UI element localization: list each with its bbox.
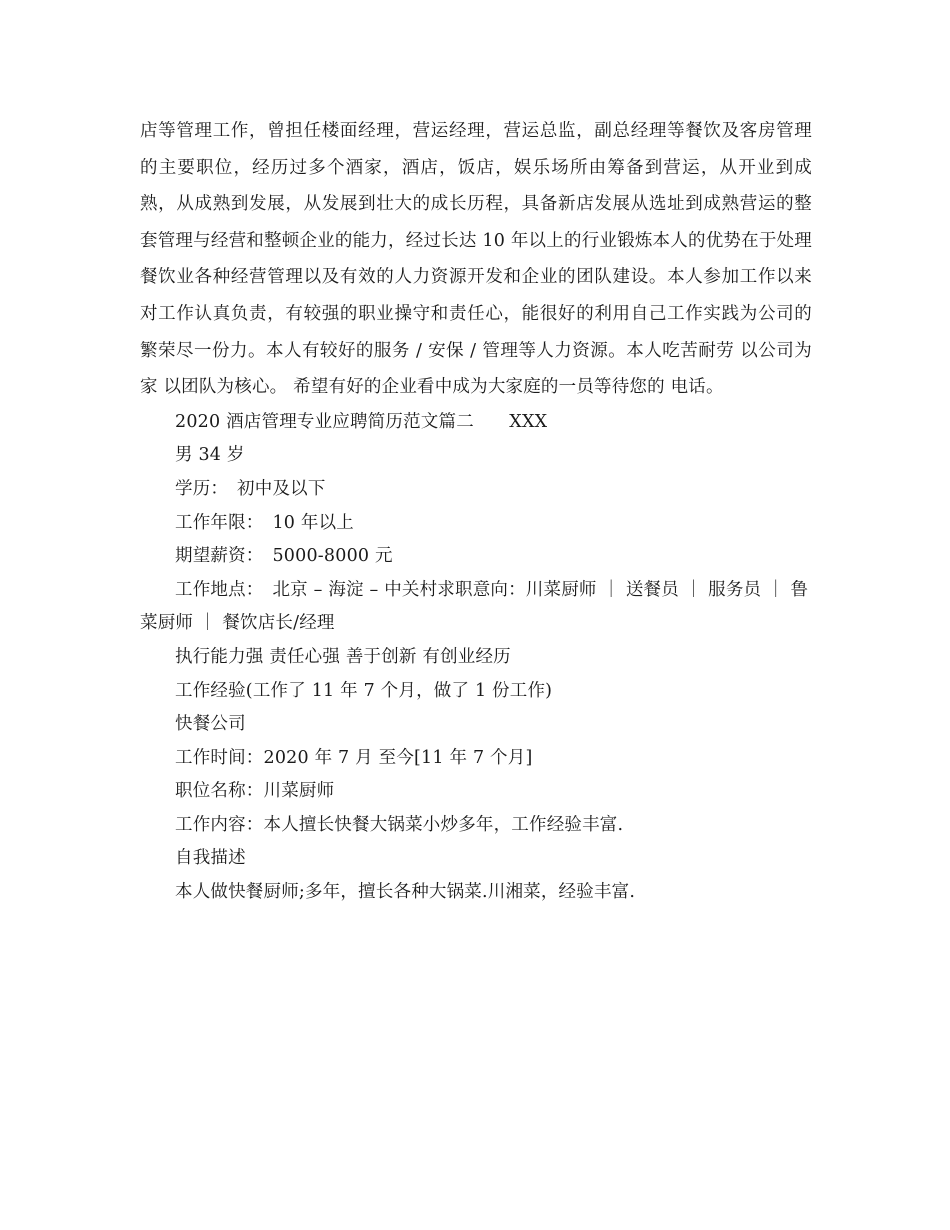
resume-title-line: 2020 酒店管理专业应聘简历范文篇二 XXX	[175, 411, 548, 432]
education-line: 学历： 初中及以下	[175, 478, 326, 499]
work-time-line: 工作时间：2020 年 7 月 至今[11 年 7 个月]	[175, 747, 533, 768]
work-experience-line: 工作经验(工作了 11 年 7 个月，做了 1 份工作)	[175, 680, 553, 701]
position-line: 职位名称：川菜厨师	[175, 781, 335, 802]
self-description-text: 本人做快餐厨师;多年，擅长各种大锅菜.川湘菜，经验丰富.	[175, 882, 636, 903]
location-intention-line: 工作地点： 北京 – 海淀 – 中关村求职意向：川菜厨师 ｜ 送餐员 ｜ 服务员 ｜ 鲁菜厨师 ｜ 餐饮店长/经理	[140, 579, 809, 634]
resume-lines	[140, 406, 812, 910]
expected-salary-line: 期望薪资： 5000-8000 元	[175, 546, 393, 567]
gender-age-line: 男 34 岁	[175, 445, 245, 466]
document-page	[140, 113, 812, 910]
intro-paragraph: 店等管理工作，曾担任楼面经理，营运经理，营运总监，副总经理等餐饮及客房管理的主要职位，经历过多个酒家，酒店，饭店，娱乐场所由筹备到营运，从开业到成熟，从成熟到发展，从发展到壮大的成长历程，具备新店发展从选址到成熟营运的整套管理与经营和整顿企业的能力，经过长达 10 年以上的行业锻炼本人的优势在于处理餐饮业各种经营管理以及有效的人力资源开发和企业的团队建设。本人参加工作以来对工作认真负责，有较强的职业操守和责任心，能很好的利用自己工作实践为公司的繁荣尽一份力。本人有较好的服务 / 安保 / 管理等人力资源。本人吃苦耐劳 以公司为家 以团队为核心。 希望有好的企业看中成为大家庭的一员等待您的 电话。	[140, 121, 812, 398]
strengths-line: 执行能力强 责任心强 善于创新 有创业经历	[175, 646, 511, 667]
work-years-line: 工作年限： 10 年以上	[175, 512, 354, 533]
work-content-line: 工作内容：本人擅长快餐大锅菜小炒多年，工作经验丰富.	[175, 814, 624, 835]
company-line: 快餐公司	[175, 714, 246, 735]
self-description-heading: 自我描述	[175, 848, 246, 869]
